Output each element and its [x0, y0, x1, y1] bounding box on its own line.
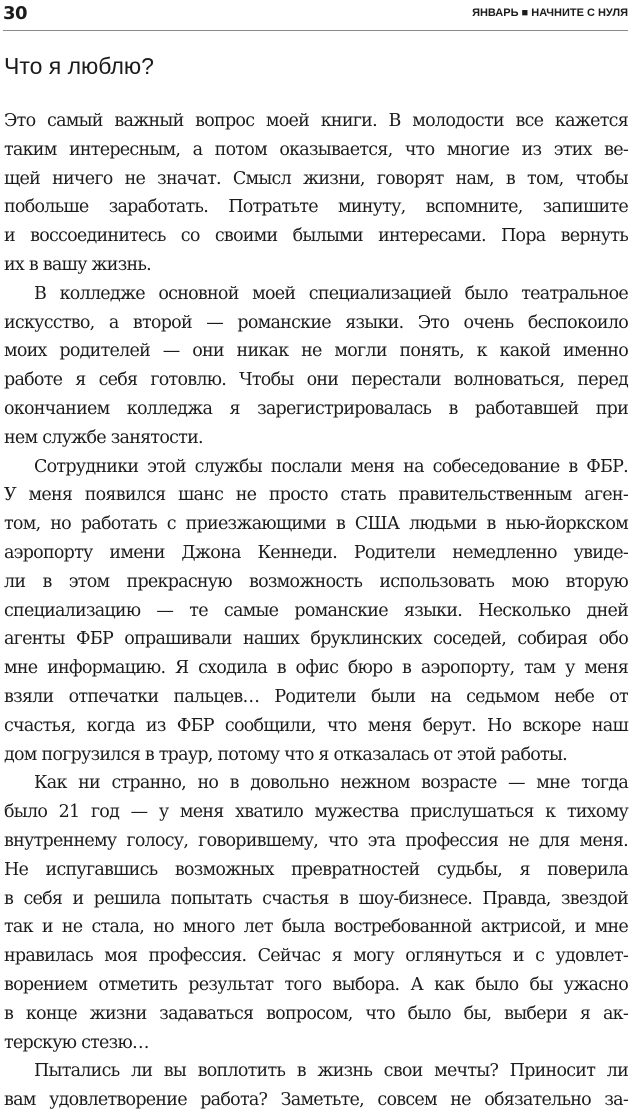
text-line: и воссоединитесь со своими былыми интересами. Пора вернуть [4, 226, 628, 247]
text-line: внутреннему голосу, говорившему, что эта профессия не для меня. [4, 830, 628, 851]
text-line: так и не стала, но много лет была востребованной актрисой, и мне [4, 917, 628, 938]
text-line: искусство, а второй — романские языки. Это очень беспокоило [4, 312, 628, 333]
section-heading: Что я люблю? [4, 53, 154, 79]
text-line: моих родителей — они никак не могли понять, к какой именно [4, 341, 628, 362]
text-line: счастья, когда из ФБР сообщили, что меня берут. Но вскоре наш [4, 715, 628, 736]
text-line: дом погрузился в траур, потому что я отказалась от этой работы. [4, 744, 567, 765]
text-line: нравилась моя профессия. Сейчас я могу оглянуться и с удовлет- [4, 946, 628, 967]
text-line: терскую стезю… [4, 1032, 149, 1053]
text-line: было 21 год — у меня хватило мужества прислушаться к тихому [4, 802, 628, 823]
text-line: Сотрудники этой службы послали меня на собеседование в ФБР. [34, 456, 628, 477]
text-line: взяли отпечатки пальцев… Родители были на седьмом небе от [4, 686, 628, 707]
text-line: Как ни странно, но в довольно нежном возрасте — мне тогда [34, 773, 628, 794]
text-line: ворением отметить результат того выбора. А как было бы ужасно [4, 974, 628, 995]
text-line: таким интересным, а потом оказывается, что многие из этих ве- [4, 139, 628, 160]
text-line: аэропорту имени Джона Кеннеди. Родители немедленно увиде- [4, 542, 628, 563]
text-line: их в вашу жизнь. [4, 254, 151, 275]
page-number: 30 [3, 3, 28, 24]
text-line: вам удовлетворение работа? Заметьте, совсем не обязательно за- [4, 1090, 628, 1111]
text-line: Это самый важный вопрос моей книги. В молодости все кажется [4, 111, 628, 131]
text-line: окончанием колледжа я зарегистрировалась в работавшей при [4, 398, 628, 419]
text-line: Не испугавшись возможных превратностей судьбы, я поверила [4, 859, 628, 880]
body-text [4, 107, 628, 1115]
paragraph [4, 280, 628, 453]
text-line: мне информацию. Я сходила в офис бюро в аэропорту, там у меня [4, 658, 628, 679]
text-line: работе я себя готовлю. Чтобы они перестали волноваться, перед [4, 370, 628, 391]
text-line: щей ничего не значат. Смысл жизни, говорят нам, в том, чтобы [4, 168, 628, 189]
chapter-label: ЯНВАРЬ ■ НАЧНИТЕ С НУЛЯ [472, 7, 628, 19]
text-line: побольше заработать. Потратьте минуту, вспомните, запишите [4, 197, 628, 218]
text-line: нем службе занятости. [4, 427, 203, 448]
text-line: В колледже основной моей специализацией было театральное [34, 283, 628, 304]
text-line: агенты ФБР опрашивали наших бруклинских соседей, собирая обо [4, 629, 628, 650]
paragraph [4, 453, 628, 770]
text-line: специализацию — те самые романские языки. Несколько дней [4, 600, 628, 621]
text-line: ли в этом прекрасную возможность использовать мою вторую [4, 571, 628, 592]
running-header [3, 0, 628, 31]
text-line: том, но работать с приезжающими в США людьми в нью-йоркском [4, 514, 628, 535]
paragraph [4, 769, 628, 1057]
paragraph [4, 1057, 628, 1115]
text-line: в себя и решила попытать счастья в шоу-бизнесе. Правда, звездой [4, 888, 628, 909]
text-line: У меня появился шанс не просто стать правительственным аген- [4, 485, 628, 506]
paragraph [4, 107, 628, 280]
text-line: в конце жизни задаваться вопросом, что было бы, выбери я ак- [4, 1003, 628, 1024]
text-line: Пытались ли вы воплотить в жизнь свои мечты? Приносит ли [34, 1061, 628, 1082]
